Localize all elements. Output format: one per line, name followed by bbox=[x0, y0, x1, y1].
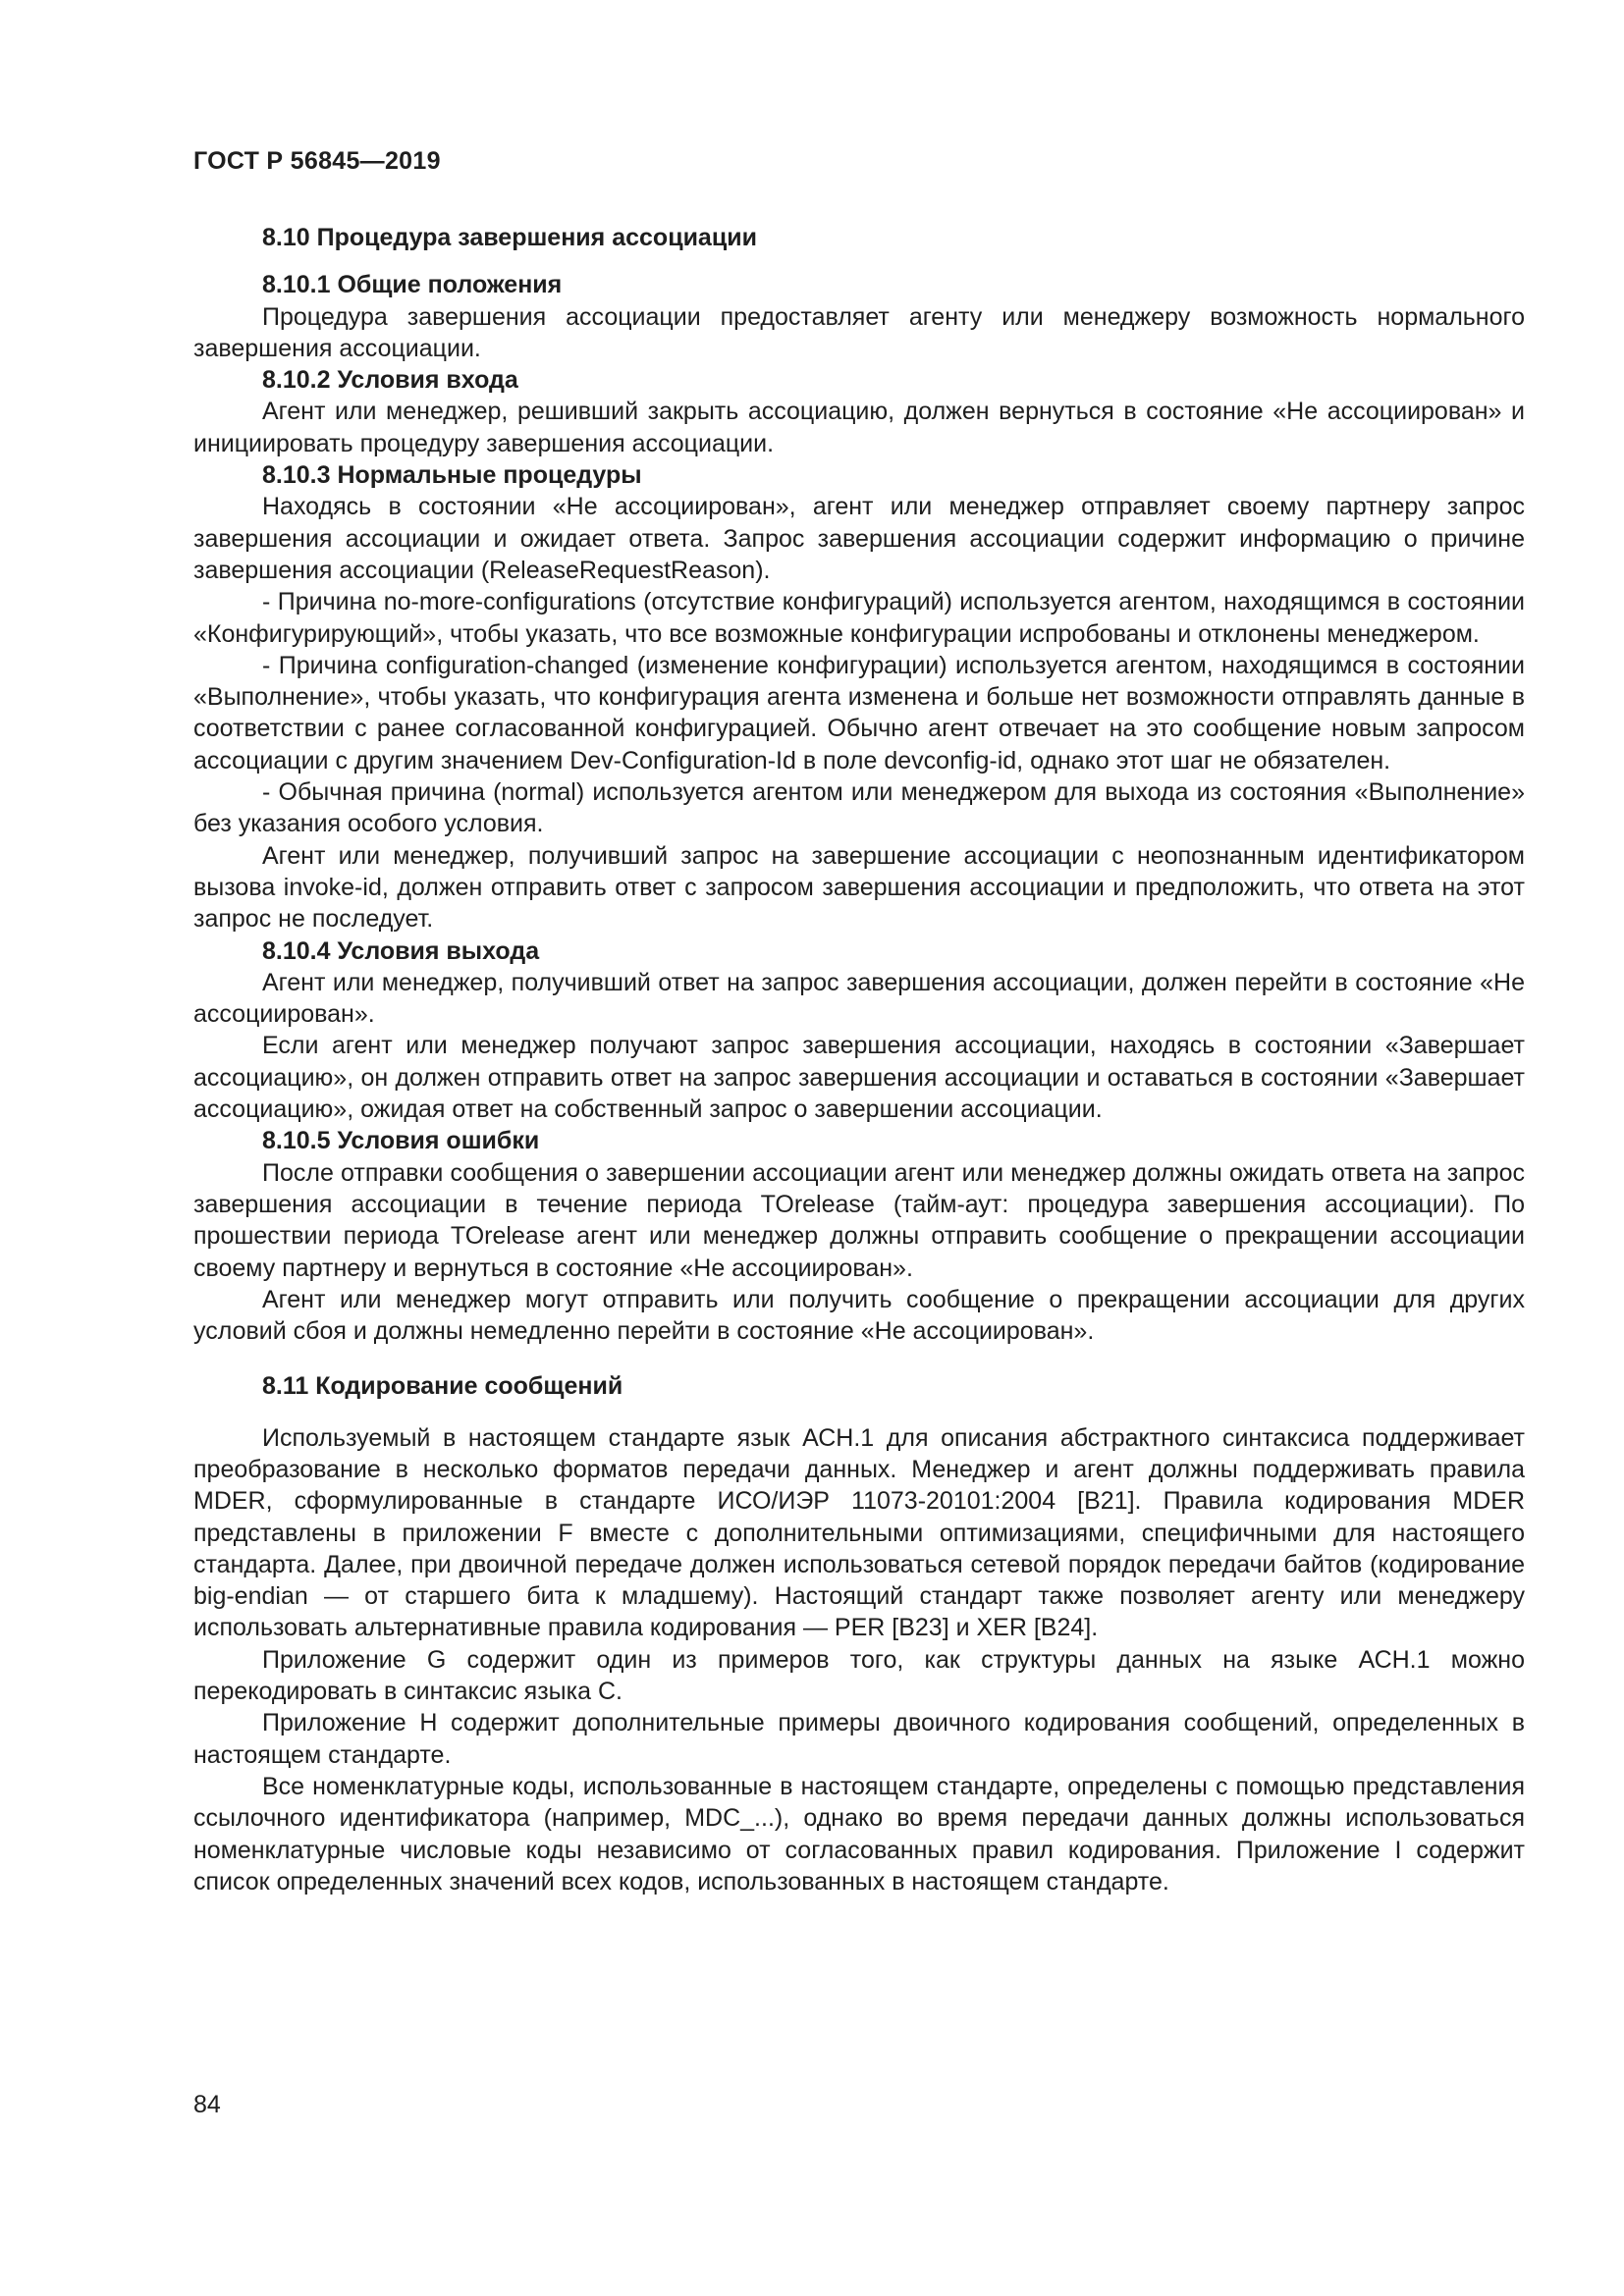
section-title-8-10-1: 8.10.1 Общие положения bbox=[262, 271, 563, 299]
page-number: 84 bbox=[193, 2091, 221, 2118]
paragraph: Приложение G содержит один из примеров того, как структуры данных на языке АСН.1 можно перекодировать в синтаксис языка С. bbox=[193, 1645, 1525, 1706]
paragraph: - Причина configuration-changed (изменение конфигурации) используется агентом, находящимся в состоянии «Выполнение», чтобы указать, что конфигурация агента изменена и больше нет возможности отправлять данные в соответствии с ранее согласованной конфигурацией. Обычно агент отвечает на это сообщение новым запросом ассоциации с другим значением Dev-Configuration-Id в поле devconfig-id, однако этот шаг не обязателен. bbox=[193, 651, 1525, 774]
paragraph: После отправки сообщения о завершении ассоциации агент или менеджер должны ожидать ответа на запрос завершения ассоциации в течение периода TOrelease (тайм-аут: процедура завершения ассоциации). По прошествии периода TOrelease агент или менеджер должны отправить сообщение о прекращении ассоциации своему партнеру и вернуться в состояние «Не ассоциирован». bbox=[193, 1158, 1525, 1282]
paragraph: Агент или менеджер могут отправить или получить сообщение о прекращении ассоциации для других условий сбоя и должны немедленно перейти в состояние «Не ассоциирован». bbox=[193, 1285, 1525, 1346]
paragraph: Агент или менеджер, получивший ответ на запрос завершения ассоциации, должен перейти в состояние «Не ассоциирован». bbox=[193, 968, 1525, 1029]
paragraph: Агент или менеджер, решивший закрыть ассоциацию, должен вернуться в состояние «Не ассоциирован» и инициировать процедуру завершения ассоциации. bbox=[193, 398, 1525, 457]
section-title-8-10-4: 8.10.4 Условия выхода bbox=[262, 936, 540, 965]
paragraph: Приложение H содержит дополнительные примеры двоичного кодирования сообщений, определенных в настоящем стандарте. bbox=[193, 1709, 1525, 1769]
paragraph: Находясь в состоянии «Не ассоциирован», агент или менеджер отправляет своему партнеру запрос завершения ассоциации и ожидает ответа. Запрос завершения ассоциации содержит информацию о причине завершения ассоциации (ReleaseRequestReason). bbox=[193, 493, 1525, 584]
section-title-8-10-5: 8.10.5 Условия ошибки bbox=[262, 1127, 540, 1155]
paragraph: Агент или менеджер, получивший запрос на завершение ассоциации с неопознанным идентификатором вызова invoke-id, должен отправить ответ с запросом завершения ассоциации и предположить, что ответа на этот запрос не последует. bbox=[193, 841, 1525, 934]
paragraph: - Обычная причина (normal) используется агентом или менеджером для выхода из состояния «Выполнение» без указания особого условия. bbox=[193, 778, 1525, 838]
section-title-8-10-3: 8.10.3 Нормальные процедуры bbox=[262, 461, 642, 490]
paragraph: Все номенклатурные коды, использованные в настоящем стандарте, определены с помощью представления ссылочного идентификатора (например, MDC_...), однако во время передачи данных должны использоваться номенклатурные числовые коды независимо от согласованных правил кодирования. Приложение I содержит список определенных значений всех кодов, использованных в настоящем стандарте. bbox=[193, 1772, 1525, 1896]
paragraph: Процедура завершения ассоциации предоставляет агенту или менеджеру возможность нормального завершения ассоциации. bbox=[193, 302, 1525, 362]
section-title-8-10: 8.10 Процедура завершения ассоциации bbox=[262, 224, 757, 251]
paragraph: Используемый в настоящем стандарте язык АСН.1 для описания абстрактного синтаксиса поддерживает преобразование в несколько форматов передачи данных. Менеджер и агент должны поддерживать правила MDER, сформулированные в стандарте ИСО/ИЭР 11073-20101:2004 [В21]. Правила кодирования MDER представлены в приложении F вместе с дополнительными оптимизациями, специфичными для настоящего стандарта. Далее, при двоичной передаче должен использоваться сетевой порядок передачи байтов (кодирование big-endian — от старшего бита к младшему). Настоящий стандарт также позволяет агенту или менеджеру использовать альтернативные правила кодирования — PER [В23] и XER [В24]. bbox=[193, 1423, 1525, 1642]
section-title-8-10-2: 8.10.2 Условия входа bbox=[262, 366, 518, 395]
paragraph: Если агент или менеджер получают запрос завершения ассоциации, находясь в состоянии «Завершает ассоциацию», он должен отправить ответ на запрос завершения ассоциации и оставаться в состоянии «Завершает ассоциацию», ожидая ответ на собственный запрос о завершении ассоциации. bbox=[193, 1032, 1525, 1124]
section-title-8-11: 8.11 Кодирование сообщений bbox=[262, 1372, 623, 1401]
paragraph: - Причина no-more-configurations (отсутствие конфигураций) используется агентом, находящимся в состоянии «Конфигурирующий», чтобы указать, что все возможные конфигурации испробованы и отклонены менеджером. bbox=[193, 588, 1525, 648]
document-body bbox=[193, 222, 1525, 1897]
standard-header: ГОСТ Р 56845—2019 bbox=[193, 147, 441, 175]
